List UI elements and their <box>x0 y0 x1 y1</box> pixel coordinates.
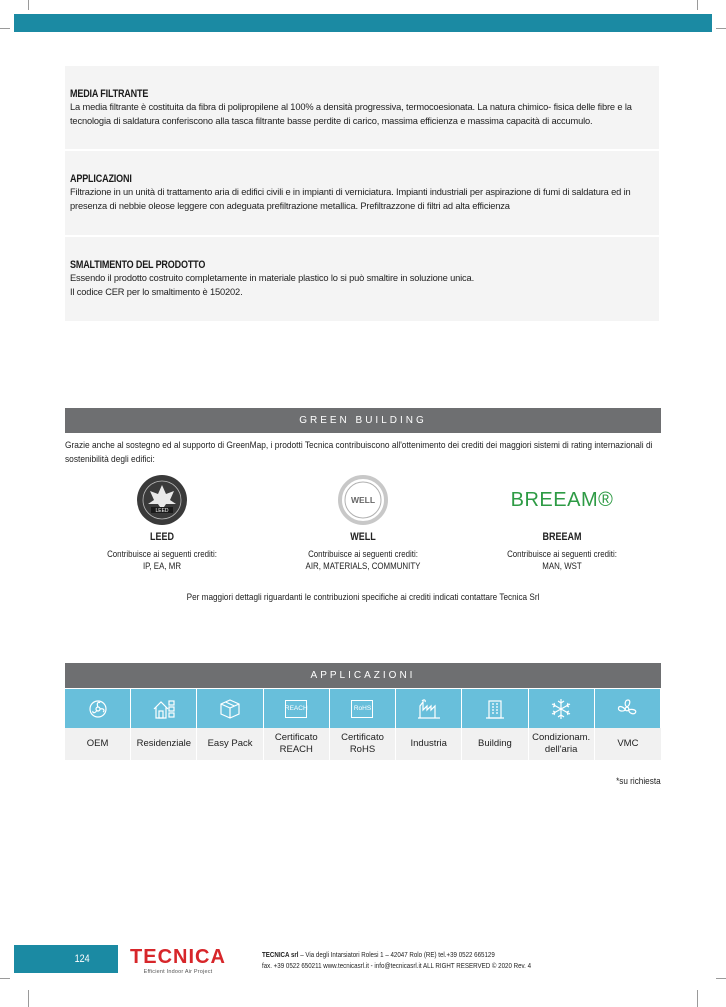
app-cell-condizionamento-icon <box>529 689 595 728</box>
app-label-reach: Certificato REACH <box>264 728 330 760</box>
fan-gear-icon <box>87 698 109 720</box>
tecnica-logo <box>128 947 228 975</box>
footer-contacts: fax. +39 0522 650211 www.tecnicasrl.it - info@tecnicasrl.it ALL RIGHT RESERVED © 2020 Rev. 4 <box>262 960 532 970</box>
crop-mark <box>716 28 726 29</box>
cert-leed <box>62 474 262 572</box>
crop-mark <box>28 0 29 10</box>
rohs-icon: RoHS <box>351 700 373 718</box>
leed-logo <box>62 474 262 526</box>
cert-well-line1: Contribuisce ai seguenti crediti: <box>308 549 418 559</box>
footnote-su-richiesta: *su richiesta <box>616 776 661 786</box>
crop-mark <box>0 28 10 29</box>
cert-leed-name: LEED <box>149 531 175 543</box>
tecnica-logo-word: TECNICA <box>130 946 226 968</box>
building-icon <box>484 698 506 720</box>
crop-mark <box>697 990 698 1007</box>
well-logo-text: WELL <box>350 495 376 505</box>
crop-mark <box>28 990 29 1007</box>
factory-icon <box>417 698 441 720</box>
breeam-logo <box>462 474 662 526</box>
crop-mark <box>716 978 726 979</box>
green-building-intro: Grazie anche al sostegno ed al supporto di GreenMap, i prodotti Tecnica contribuiscono all'ottenimento dei crediti dei maggiori sistemi di rating internazionali di sostenibilità degli edifici: <box>65 440 653 464</box>
applicazioni-info-text: Filtrazione in un unità di trattamento aria di edifici civili e in impianti di verniciatura. Impianti industriali per aspirazione di fumi di saldatura ed in presenza di nebbie oleose leggere con adeguata prefiltrazione metallica. Prefiltrazzone di filtri ad alta efficienza <box>70 187 631 211</box>
applicazioni-info-box <box>65 151 659 235</box>
crop-mark <box>0 978 10 979</box>
cert-leed-line2: IP, EA, MR <box>142 561 182 571</box>
cert-breeam-line1: Contribuisce ai seguenti crediti: <box>507 549 617 559</box>
smaltimento-box <box>65 237 659 321</box>
page-number: 124 <box>74 953 90 965</box>
app-cell-residenziale-icon <box>131 689 197 728</box>
app-cell-building-icon <box>462 689 528 728</box>
app-cell-easypack-icon <box>197 689 263 728</box>
app-cell-industria-icon <box>396 689 462 728</box>
app-cell-vmc-icon <box>595 689 661 728</box>
breeam-logo-text: BREEAM® <box>510 488 614 511</box>
app-label-condizionamento: Condizionam. dell'aria <box>529 728 595 760</box>
footer-address <box>262 950 623 971</box>
footer-company: TECNICA srl <box>262 950 299 959</box>
snowflake-icon <box>550 698 572 720</box>
cert-well <box>263 474 463 572</box>
app-label-vmc: VMC <box>595 728 661 760</box>
cert-well-line2: AIR, MATERIALS, COMMUNITY <box>305 561 421 571</box>
smaltimento-title: SMALTIMENTO DEL PRODOTTO <box>70 259 206 271</box>
footer-address-line: – Via degli Intarsiatori Rolesi 1 – 42047 Rolo (RE) tel.+39 0522 665129 <box>298 950 495 959</box>
box-icon <box>219 698 241 720</box>
applicazioni-table <box>65 689 661 760</box>
smaltimento-line1: Essendo il prodotto costruito completamente in materiale plastico lo si può smaltire in soluzione unica. <box>70 273 475 283</box>
app-label-oem: OEM <box>65 728 131 760</box>
well-logo <box>263 474 463 526</box>
cert-breeam-line2: MAN, WST <box>542 561 582 571</box>
media-filtrante-box <box>65 66 659 149</box>
media-filtrante-text: La media filtrante è costituita da fibra di polipropilene al 100% a densità progressiva, termocoesionata. La natura chimico- fisica delle fibre e la tecnologia di saldatura conferiscono alla tasca filtrante basse perdite di carico, massima efficienza e massima capacità di accumulo. <box>70 102 632 126</box>
crop-mark <box>697 0 698 10</box>
leed-logo-text: LEED <box>155 508 169 514</box>
reach-icon: REACH <box>285 700 307 718</box>
cert-breeam-name: BREEAM <box>542 531 582 543</box>
app-label-industria: Industria <box>396 728 462 760</box>
applicazioni-table-header: APPLICAZIONI <box>65 663 661 688</box>
house-icon <box>152 698 176 720</box>
green-building-note: Per maggiori dettagli riguardanti le contribuzioni specifiche ai crediti indicati contattare Tecnica Srl <box>186 592 540 602</box>
cert-breeam <box>462 474 662 572</box>
app-label-residenziale: Residenziale <box>131 728 197 760</box>
tecnica-tagline: Efficient Indoor Air Project <box>143 969 213 975</box>
cert-leed-line1: Contribuisce ai seguenti crediti: <box>107 549 217 559</box>
app-cell-rohs-icon <box>330 689 396 728</box>
applicazioni-info-title: APPLICAZIONI <box>70 173 132 185</box>
green-building-header: GREEN BUILDING <box>65 408 661 433</box>
top-header-bar <box>14 14 712 32</box>
app-label-rohs: Certificato RoHS <box>330 728 396 760</box>
media-filtrante-title: MEDIA FILTRANTE <box>70 88 149 100</box>
page-number-badge <box>14 945 118 973</box>
app-cell-reach-icon <box>264 689 330 728</box>
cert-well-name: WELL <box>350 531 376 543</box>
ventilation-fan-icon <box>616 698 638 720</box>
app-label-building: Building <box>462 728 528 760</box>
app-label-easypack: Easy Pack <box>197 728 263 760</box>
smaltimento-line2: Il codice CER per lo smaltimento è 150202. <box>70 286 243 297</box>
app-cell-oem-icon <box>65 689 131 728</box>
